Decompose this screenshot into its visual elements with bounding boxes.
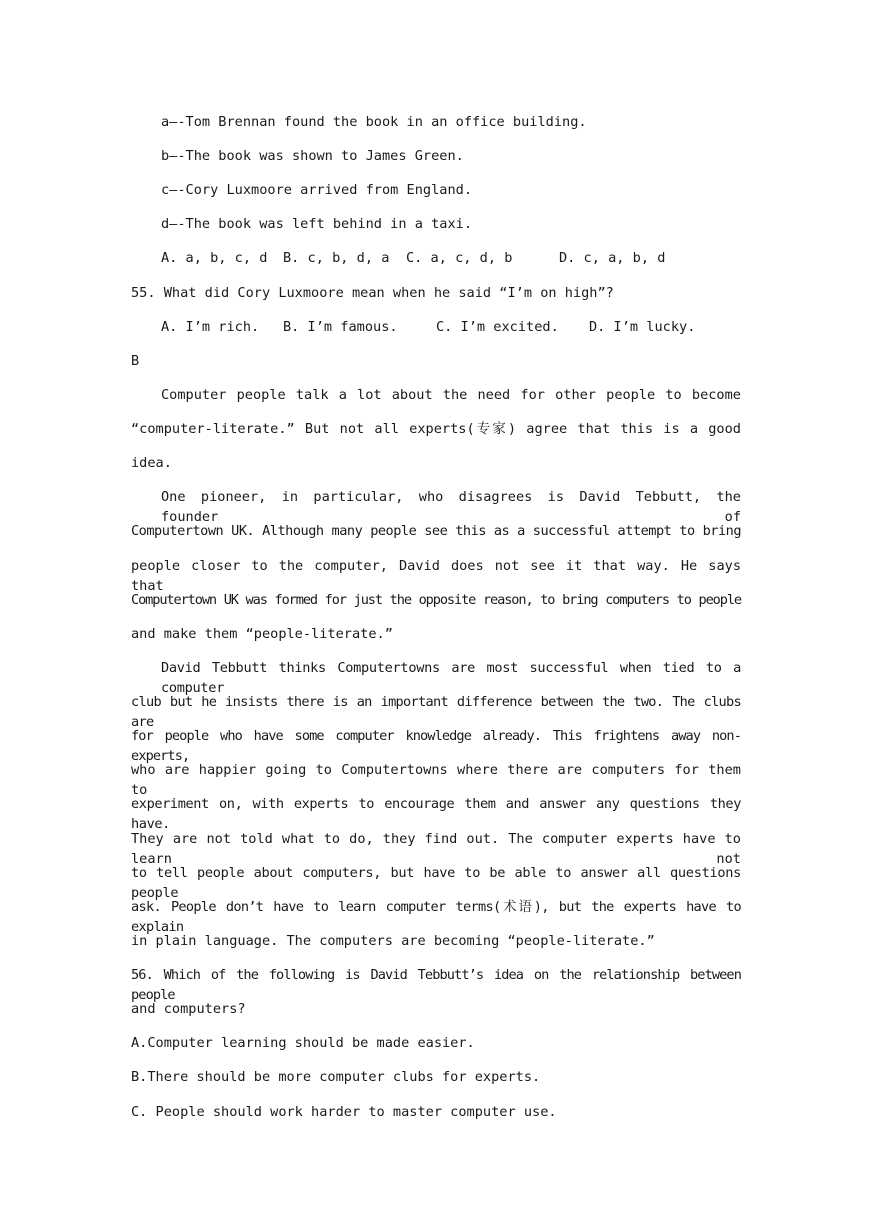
passage-line: for people who have some computer knowledge already. This frightens away non-experts, [131, 728, 741, 764]
passage-line: who are happier going to Computertowns where there are computers for them to [131, 762, 741, 798]
q54-option-b: B. c, b, d, a [283, 250, 390, 266]
passage-line: David Tebbutt thinks Computertowns are most successful when tied to a computer [161, 660, 741, 696]
passage-line: Computer people talk a lot about the need for other people to become [161, 387, 741, 403]
q54-option-c: C. a, c, d, b [406, 250, 513, 266]
passage-line: Computertown UK was formed for just the opposite reason, to bring computers to people [131, 592, 741, 608]
passage-line: “computer-literate.” But not all experts(专家) agree that this is a good [131, 421, 741, 437]
order-item-c: c—-Cory Luxmoore arrived from England. [161, 182, 472, 198]
q55-option-b: B. I’m famous. [283, 319, 398, 335]
order-item-b: b—-The book was shown to James Green. [161, 148, 464, 164]
order-item-a: a—-Tom Brennan found the book in an office building. [161, 114, 587, 130]
q55-stem: 55. What did Cory Luxmoore mean when he said “I’m on high”? [131, 285, 614, 301]
order-item-d: d—-The book was left behind in a taxi. [161, 216, 472, 232]
q56-stem-line-2: and computers? [131, 1001, 246, 1017]
passage-line: in plain language. The computers are becoming “people-literate.” [131, 933, 655, 949]
passage-line: and make them “people-literate.” [131, 626, 393, 642]
section-b-heading: B [131, 353, 140, 369]
passage-line: club but he insists there is an important difference between the two. The clubs are [131, 694, 741, 730]
q54-option-a: A. a, b, c, d [161, 250, 268, 266]
q56-option-c: C. People should work harder to master computer use. [131, 1104, 557, 1120]
passage-line: They are not told what to do, they find out. The computer experts have to learn not [131, 831, 741, 867]
passage-line: people closer to the computer, David does not see it that way. He says that [131, 558, 741, 594]
passage-line: Computertown UK. Although many people see this as a successful attempt to bring [131, 523, 741, 539]
q56-stem-line-1: 56. Which of the following is David Tebbutt’s idea on the relationship between people [131, 967, 741, 1003]
q54-option-d: D. c, a, b, d [559, 250, 666, 266]
passage-line: to tell people about computers, but have to be able to answer all questions people [131, 865, 741, 901]
passage-line: ask. People don’t have to learn computer terms(术语), but the experts have to explain [131, 899, 741, 935]
q55-option-a: A. I’m rich. [161, 319, 260, 335]
passage-line: idea. [131, 455, 172, 471]
passage-line: One pioneer, in particular, who disagrees is David Tebbutt, the founder of [161, 489, 741, 525]
q55-option-c: C. I’m excited. [436, 319, 559, 335]
passage-line: experiment on, with experts to encourage them and answer any questions they have. [131, 796, 741, 832]
q55-option-d: D. I’m lucky. [589, 319, 696, 335]
q56-option-a: A.Computer learning should be made easier. [131, 1035, 475, 1051]
q56-option-b: B.There should be more computer clubs for experts. [131, 1069, 541, 1085]
